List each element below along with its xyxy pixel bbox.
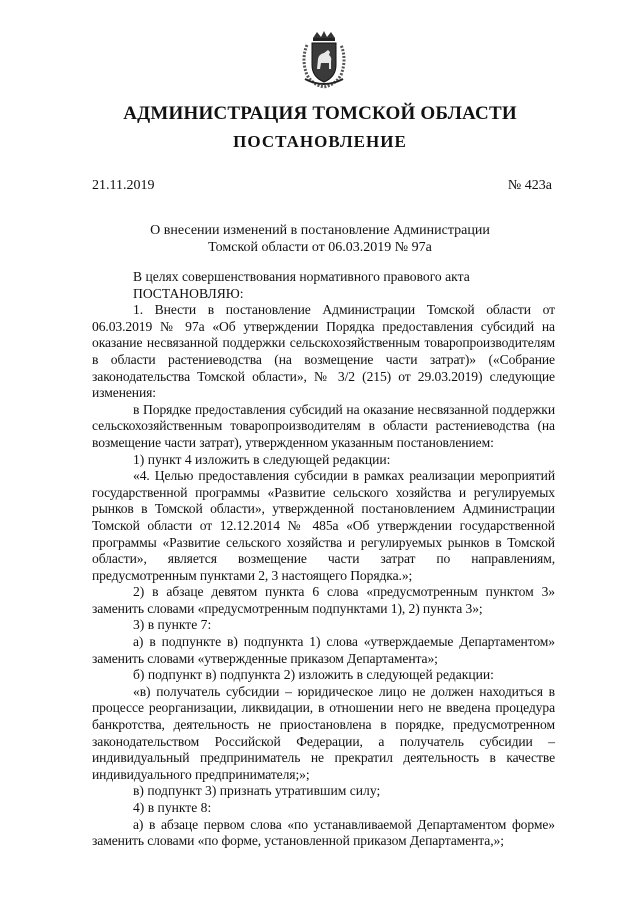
body-paragraph: а) в подпункте в) подпункта 1) слова «утверждаемые Департаментом» заменить словами «утвержденные приказом Департамента»; [92,634,555,666]
organization-title: АДМИНИСТРАЦИЯ ТОМСКОЙ ОБЛАСТИ [123,103,517,124]
body-paragraph: В целях совершенствования нормативного правового акта [133,269,470,284]
body-paragraph: 2) в абзаце девятом пункта 6 слова «предусмотренным пунктом 3» заменить словами «предусмотренным подпунктами 1), 2) пункта 3»; [92,584,555,616]
document-type-heading: ПОСТАНОВЛЕНИЕ [233,132,407,151]
subject-line: Томской области от 06.03.2019 № 97а [208,240,432,255]
document-date: 21.11.2019 [92,178,155,193]
document-number: № 423а [507,178,552,193]
document-subject [0,222,640,256]
body-paragraph: «в) получатель субсидии – юридическое лицо не должен находиться в процессе реорганизации, ликвидации, в отношении него не введена процедура банкротства, деятельность не приостановлена в порядке, предусмотренном законодательством Российской Федерации, а получатель субсидии – индивидуальный предприниматель не прекратил деятельность в качестве индивидуального предпринимателя;»; [92,683,555,782]
body-paragraph: «4. Целью предоставления субсидии в рамках реализации мероприятий государственной программы «Развитие сельского хозяйства и регулируемых рынков в Томской области», утвержденной постановлением Администрации Томской области от 12.12.2014 № 485а «Об утверждении государственной программы «Развитие сельского хозяйства и регулируемых рынков в Томской области», является возмещение части затрат по направлениям, предусмотренным пунктами 2, 3 настоящего Порядка.»; [92,468,555,583]
body-paragraph: в Порядке предоставления субсидий на оказание несвязанной поддержки сельскохозяйственным товаропроизводителям в области растениеводства (на возмещение части затрат), утвержденном указанным постановлением: [92,401,555,450]
body-paragraph: в) подпункт 3) признать утратившим силу; [133,783,381,799]
document-body [92,269,555,850]
tomsk-coat-of-arms-icon [299,29,349,89]
body-paragraph: ПОСТАНОВЛЯЮ: [133,285,244,301]
body-paragraph: 1. Внести в постановление Администрации Томской области от 06.03.2019 № 97а «Об утверждении Порядка предоставления субсидий на оказание несвязанной поддержки сельскохозяйственным товаропроизводителям в области растениеводства (на возмещение части затрат)» («Собрание законодательства Томской области», № 3/2 (215) от 29.03.2019) следующие изменения: [92,302,555,401]
body-paragraph: а) в абзаце первом слова «по устанавливаемой Департаментом форме» заменить словами «по форме, установленной приказом Департамента,»; [92,816,555,849]
body-paragraph: 4) в пункте 8: [133,800,212,815]
subject-line: О внесении изменений в постановление Администрации [150,223,490,238]
body-paragraph: 1) пункт 4 изложить в следующей редакции: [133,451,391,467]
body-paragraph: 3) в пункте 7: [133,617,212,633]
body-paragraph: б) подпункт в) подпункта 2) изложить в следующей редакции: [133,667,494,683]
